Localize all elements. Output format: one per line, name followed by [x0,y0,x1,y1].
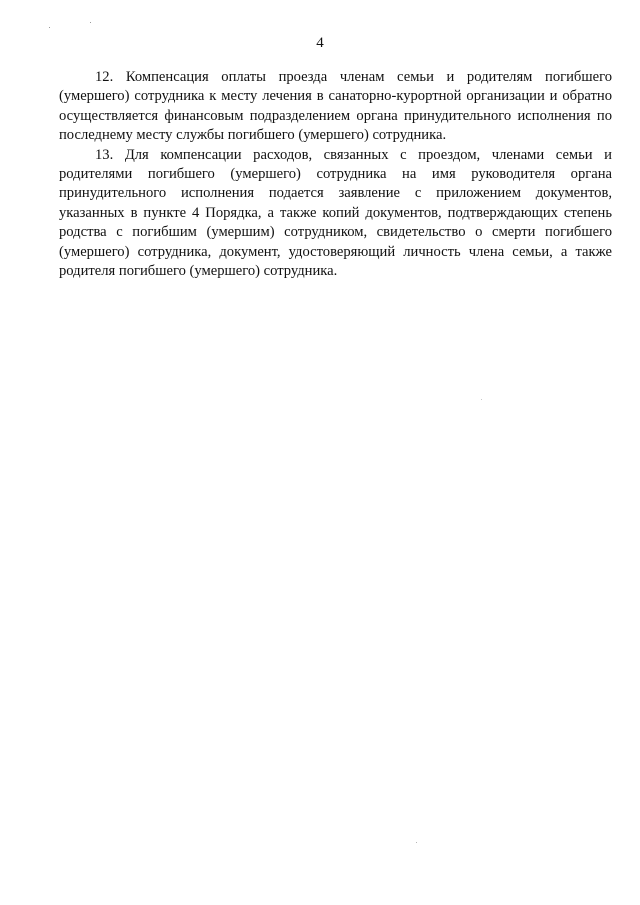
scan-speck [416,842,417,843]
page-number: 4 [316,35,324,51]
scan-speck [481,399,482,400]
paragraph-13: 13. Для компенсации расходов, связанных с проездом, членами семьи и родителями погибшего (умершего) сотрудника на имя руководителя органа принудительного исполнения подается заявление с приложением документов, указанных в пункте 4 Порядка, а также копий документов, подтверждающих степень родства с погибшим (умершим) сотрудником, свидетельство о смерти погибшего (умершего) сотрудника, документ, удостоверяющий личность члена семьи, а также родителя погибшего (умершего) сотрудника. [59,146,612,280]
scan-speck [49,27,50,28]
scan-speck [90,22,91,23]
paragraph-12: 12. Компенсация оплаты проезда членам семьи и родителям погибшего (умершего) сотрудника к месту лечения в санаторно-курортной организации и обратно осуществляется финансовым подразделением органа принудительного исполнения по последнему месту службы погибшего (умершего) сотрудника. [59,69,612,144]
document-body [59,68,612,281]
